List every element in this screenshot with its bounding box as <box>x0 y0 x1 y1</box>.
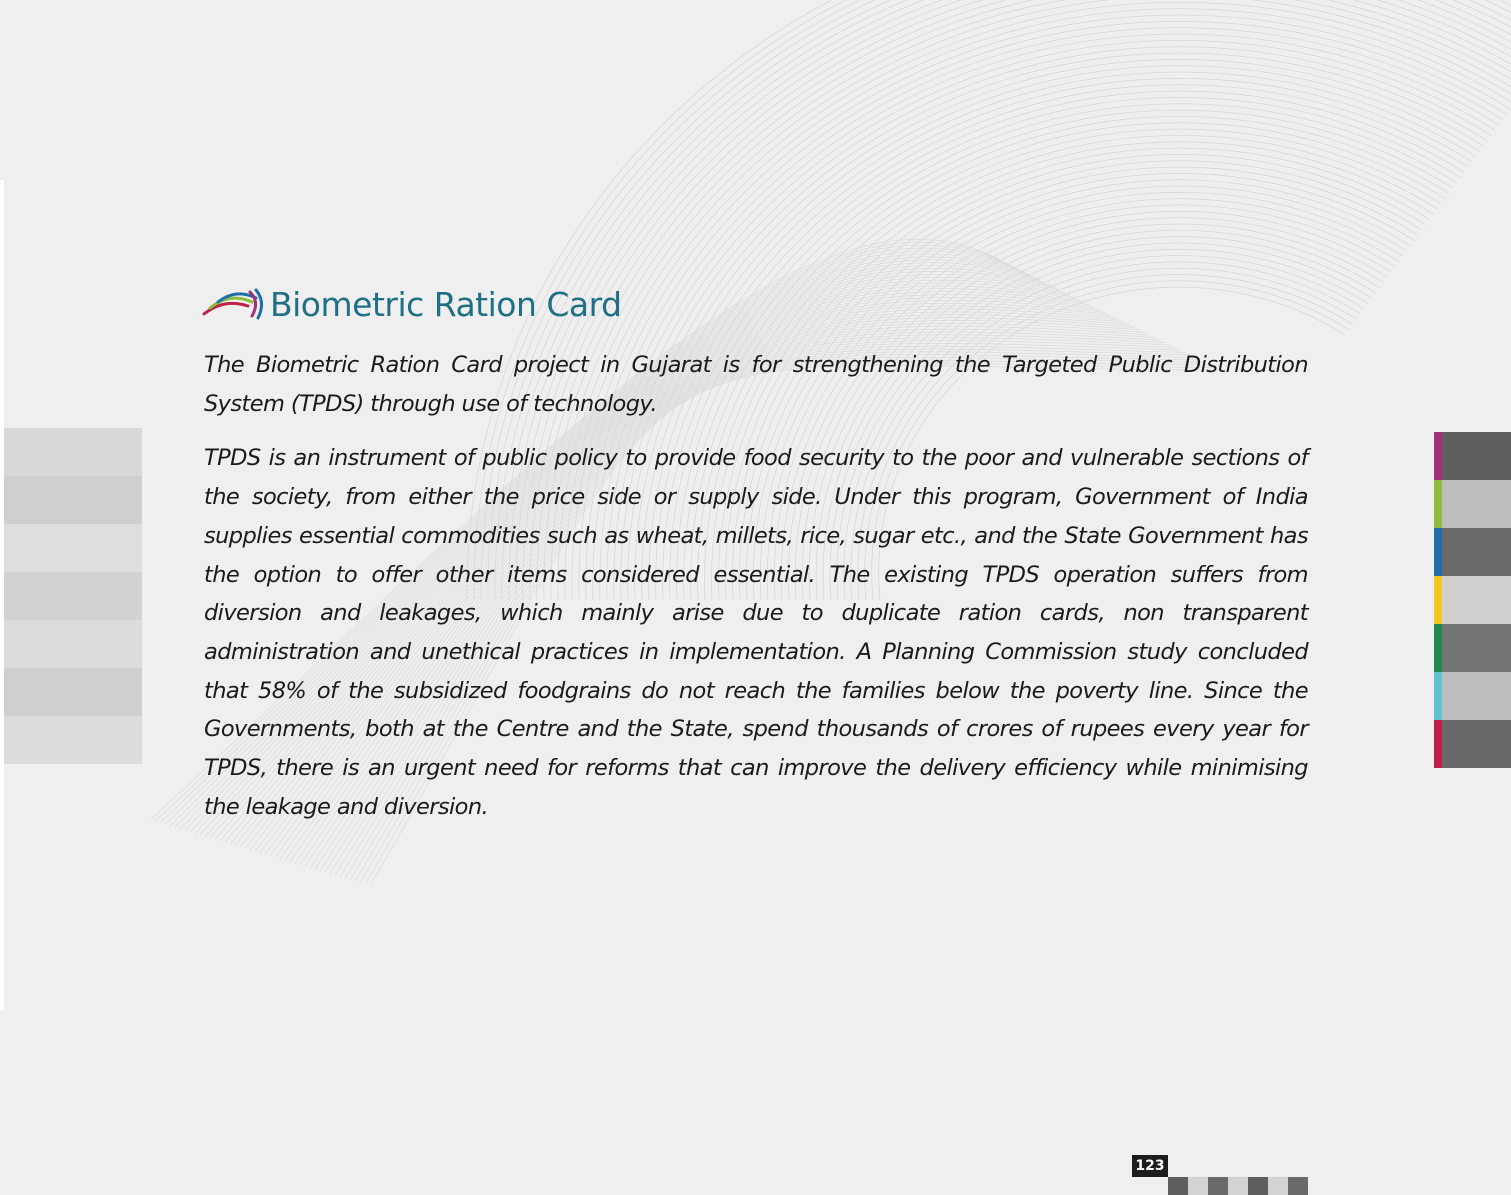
right-tab-accent <box>1434 528 1442 576</box>
bottom-bar <box>1208 1177 1228 1195</box>
bottom-bar <box>1168 1177 1188 1195</box>
left-bar <box>4 572 142 620</box>
bottom-bar <box>1288 1177 1308 1195</box>
right-tab <box>1434 576 1511 624</box>
left-bar <box>4 716 142 764</box>
right-tab <box>1434 480 1511 528</box>
left-bar <box>4 668 142 716</box>
page-number: 123 <box>1132 1155 1168 1177</box>
tpds-paragraph: TPDS is an instrument of public policy to provide food security to the poor and vulnerable sections of the society, from either the price side or supply side. Under this program, Government of India supplies essential commodities such as wheat, millets, rice, sugar etc., and the State Government has the option to offer other items considered essential. The existing TPDS operation suffers from diversion and leakages, which mainly arise due to duplicate ration cards, non transparent administration and unethical practices in implementation. A Planning Commission study concluded that 58% of the subsidized foodgrains do not reach the families below the poverty line. Since the Governments, both at the Centre and the State, spend thousands of crores of rupees every year for TPDS, there is an urgent need for reforms that can improve the delivery efficiency while minimising the leakage and diversion. <box>204 445 1308 820</box>
section-title: Biometric Ration Card <box>270 284 622 324</box>
right-tab <box>1434 720 1511 768</box>
right-tab-accent <box>1434 624 1442 672</box>
left-bar <box>4 620 142 668</box>
bottom-bar <box>1228 1177 1248 1195</box>
bottom-bar <box>1248 1177 1268 1195</box>
right-tab-accent <box>1434 720 1442 768</box>
bottom-bar <box>1268 1177 1288 1195</box>
left-decorative-bars <box>4 428 142 764</box>
right-tab <box>1434 528 1511 576</box>
body-text <box>204 346 1308 826</box>
left-bar <box>4 428 142 476</box>
right-tab <box>1434 672 1511 720</box>
bottom-bar <box>1188 1177 1208 1195</box>
bottom-decorative-bars <box>1168 1177 1308 1195</box>
right-color-tabs <box>1434 432 1511 768</box>
rainbow-arc-logo-icon <box>200 284 264 324</box>
right-tab-accent <box>1434 480 1442 528</box>
section-heading <box>200 280 622 328</box>
right-tab-accent <box>1434 672 1442 720</box>
right-tab-accent <box>1434 576 1442 624</box>
left-bar <box>4 524 142 572</box>
right-tab-accent <box>1434 432 1442 480</box>
intro-paragraph: The Biometric Ration Card project in Gujarat is for strengthening the Targeted Public Distribution System (TPDS) through use of technology. <box>204 352 1308 417</box>
right-tab <box>1434 624 1511 672</box>
left-bar <box>4 476 142 524</box>
right-tab <box>1434 432 1511 480</box>
